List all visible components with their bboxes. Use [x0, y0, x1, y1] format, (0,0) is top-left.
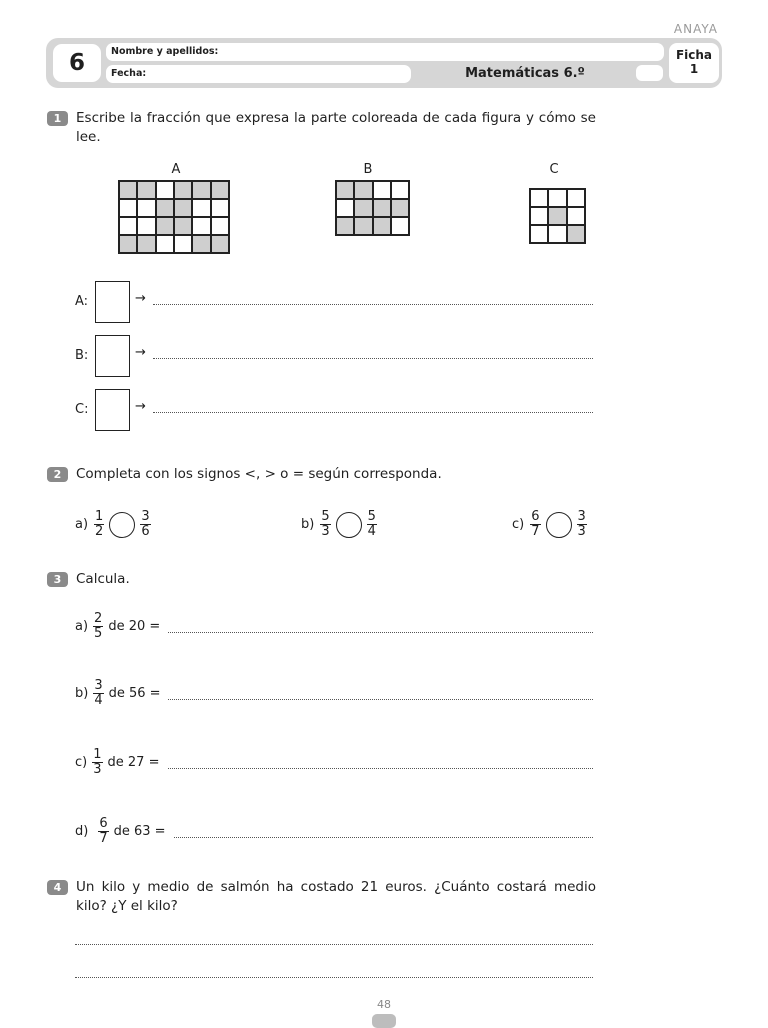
- shaded-cell: [567, 225, 585, 243]
- shaded-cell: [391, 199, 409, 217]
- denominator: 7: [99, 831, 108, 846]
- shaded-cell: [119, 181, 137, 199]
- shaded-cell: [373, 199, 391, 217]
- empty-cell: [174, 235, 192, 253]
- fraction-answer-box[interactable]: [95, 281, 130, 323]
- empty-cell: [373, 181, 391, 199]
- shaded-cell: [174, 217, 192, 235]
- item-label: c): [75, 755, 88, 770]
- numerator: 5: [321, 509, 330, 524]
- calc-text: de 56 =: [108, 686, 161, 701]
- shaded-cell: [174, 181, 192, 199]
- shaded-cell: [354, 181, 372, 199]
- empty-cell: [156, 181, 174, 199]
- numerator: 3: [94, 678, 103, 693]
- page-tab: [372, 1014, 396, 1028]
- fraction: [93, 679, 103, 708]
- exercise-number: 1: [47, 111, 68, 126]
- shaded-cell: [548, 207, 566, 225]
- shaded-cell: [354, 217, 372, 235]
- answer-line[interactable]: [168, 632, 593, 633]
- numerator: 6: [531, 509, 540, 524]
- empty-cell: [567, 189, 585, 207]
- calc-text: de 20 =: [108, 619, 161, 634]
- empty-cell: [548, 225, 566, 243]
- exercise-number: 3: [47, 572, 68, 587]
- denominator: 3: [321, 524, 330, 539]
- item-label: a): [75, 517, 89, 532]
- figure-label-c: C: [549, 162, 559, 177]
- shaded-cell: [211, 235, 229, 253]
- empty-cell: [192, 217, 210, 235]
- calc-item: [75, 817, 166, 846]
- ficha-label: Ficha: [675, 48, 713, 62]
- denominator: 4: [367, 524, 376, 539]
- fraction: [530, 510, 540, 539]
- denominator: 5: [94, 626, 103, 641]
- fraction: [94, 510, 104, 539]
- shaded-cell: [137, 235, 155, 253]
- page-number: 48: [377, 998, 391, 1011]
- fraction: [98, 817, 108, 846]
- exercise-instruction: Calcula.: [76, 571, 130, 587]
- answer-line[interactable]: [75, 944, 593, 945]
- denominator: 6: [141, 524, 150, 539]
- item-label: b): [301, 517, 315, 532]
- answer-line[interactable]: [75, 977, 593, 978]
- item-label: a): [75, 619, 89, 634]
- answer-line[interactable]: [153, 412, 593, 413]
- empty-cell: [336, 199, 354, 217]
- empty-cell: [530, 225, 548, 243]
- shaded-cell: [192, 181, 210, 199]
- exercise-number: 2: [47, 467, 68, 482]
- denominator: 3: [93, 762, 102, 777]
- date-field[interactable]: Fecha:: [106, 65, 411, 83]
- empty-cell: [211, 199, 229, 217]
- calc-item: [75, 748, 159, 777]
- ficha-box: [669, 43, 719, 83]
- unit-number: 6: [53, 44, 101, 82]
- denominator: 4: [94, 693, 103, 708]
- answer-row-b-label: B:: [75, 348, 89, 363]
- fraction: [320, 510, 330, 539]
- figure-label-b: B: [363, 162, 373, 177]
- denominator: 2: [95, 524, 104, 539]
- arrow-icon: →: [135, 291, 146, 306]
- answer-line[interactable]: [174, 837, 593, 838]
- shaded-cell: [211, 181, 229, 199]
- empty-cell: [530, 189, 548, 207]
- answer-row-c-label: C:: [75, 402, 89, 417]
- fraction-answer-box[interactable]: [95, 335, 130, 377]
- calc-text: de 27 =: [107, 755, 160, 770]
- calc-item: [75, 679, 161, 708]
- figure-c-grid: [529, 188, 586, 244]
- denominator: 7: [531, 524, 540, 539]
- exercise-number: 4: [47, 880, 68, 895]
- denominator: 3: [577, 524, 586, 539]
- fraction: [140, 510, 150, 539]
- fraction-answer-box[interactable]: [95, 389, 130, 431]
- exercise-instruction: Un kilo y medio de salmón ha costado 21 euros. ¿Cuánto costará medio kilo? ¿Y el kilo?: [76, 879, 596, 914]
- empty-cell: [391, 217, 409, 235]
- numerator: 2: [94, 611, 103, 626]
- comparison-item: [75, 510, 153, 539]
- shaded-cell: [373, 217, 391, 235]
- empty-cell: [119, 199, 137, 217]
- name-field[interactable]: Nombre y apellidos:: [106, 43, 664, 61]
- shaded-cell: [336, 181, 354, 199]
- numerator: 5: [367, 509, 376, 524]
- answer-line[interactable]: [153, 358, 593, 359]
- shaded-cell: [174, 199, 192, 217]
- calc-item: [75, 612, 160, 641]
- comparison-item: [512, 510, 589, 539]
- numerator: 1: [93, 747, 102, 762]
- fraction: [577, 510, 587, 539]
- sign-circle[interactable]: [546, 512, 572, 538]
- shaded-cell: [192, 235, 210, 253]
- fraction: [92, 748, 102, 777]
- shaded-cell: [354, 199, 372, 217]
- fraction: [93, 612, 103, 641]
- ficha-number: 1: [689, 62, 699, 76]
- arrow-icon: →: [135, 345, 146, 360]
- shaded-cell: [137, 181, 155, 199]
- figure-label-a: A: [171, 162, 181, 177]
- empty-cell: [567, 207, 585, 225]
- figure-b-grid: [335, 180, 410, 236]
- shaded-cell: [119, 235, 137, 253]
- comparison-item: [301, 510, 379, 539]
- answer-line[interactable]: [168, 699, 593, 700]
- empty-cell: [192, 199, 210, 217]
- arrow-icon: →: [135, 399, 146, 414]
- empty-cell: [391, 181, 409, 199]
- shaded-cell: [156, 199, 174, 217]
- fraction: [367, 510, 377, 539]
- empty-cell: [548, 189, 566, 207]
- small-field[interactable]: [636, 65, 663, 81]
- empty-cell: [156, 235, 174, 253]
- numerator: 3: [577, 509, 586, 524]
- answer-line[interactable]: [153, 304, 593, 305]
- empty-cell: [211, 217, 229, 235]
- item-label: c): [512, 517, 525, 532]
- answer-line[interactable]: [168, 768, 593, 769]
- publisher-logo: ANAYA: [673, 22, 718, 36]
- item-label: d): [75, 824, 89, 839]
- empty-cell: [137, 217, 155, 235]
- numerator: 6: [99, 816, 108, 831]
- sign-circle[interactable]: [109, 512, 135, 538]
- figure-a-grid: [118, 180, 230, 254]
- subject-title: Matemáticas 6.º: [465, 66, 585, 81]
- empty-cell: [530, 207, 548, 225]
- empty-cell: [119, 217, 137, 235]
- shaded-cell: [156, 217, 174, 235]
- item-label: b): [75, 686, 89, 701]
- numerator: 1: [95, 509, 104, 524]
- sign-circle[interactable]: [336, 512, 362, 538]
- answer-row-a-label: A:: [75, 294, 89, 309]
- exercise-instruction: Completa con los signos <, > o = según corresponda.: [76, 466, 442, 482]
- shaded-cell: [336, 217, 354, 235]
- empty-cell: [137, 199, 155, 217]
- calc-text: de 63 =: [113, 824, 166, 839]
- exercise-instruction: Escribe la fracción que expresa la parte coloreada de cada figura y cómo se lee.: [76, 110, 596, 145]
- numerator: 3: [141, 509, 150, 524]
